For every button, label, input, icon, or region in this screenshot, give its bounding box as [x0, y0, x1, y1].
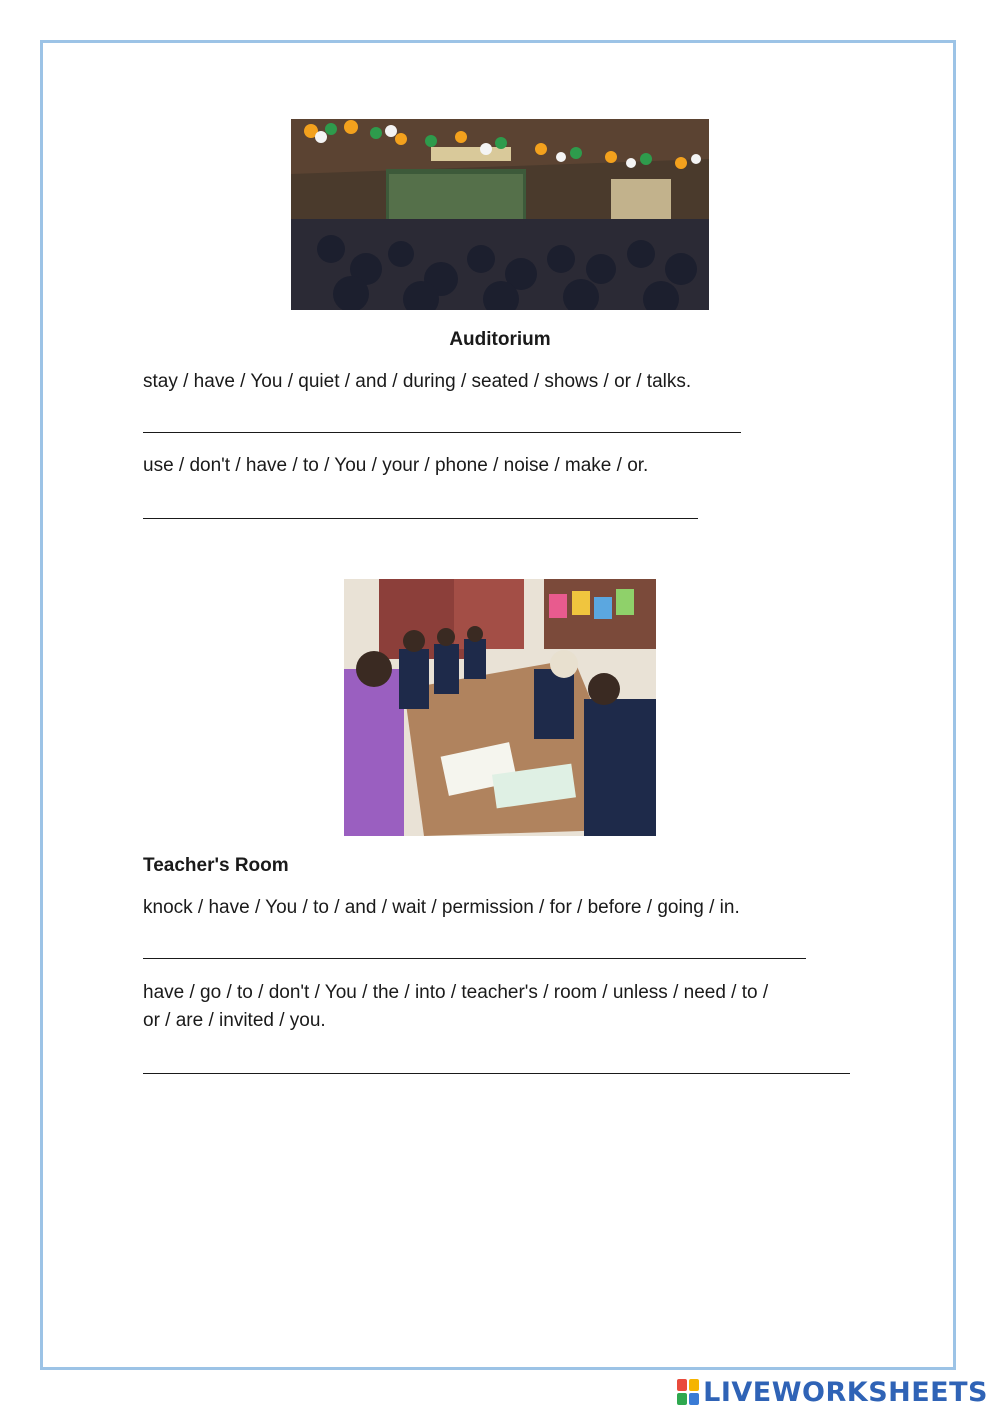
brand-name: LIVEWORKSHEETS: [703, 1376, 988, 1408]
sentence-prompt: have / go / to / don't / You / the / into / teacher's / room / unless / need / to /: [143, 982, 769, 1003]
sentence-prompt: use / don't / have / to / You / your / phone / noise / make / or.: [143, 455, 649, 476]
teachers-room-photo: [344, 579, 656, 836]
section-title-teachers-room: Teacher's Room: [143, 855, 289, 876]
answer-line[interactable]: [143, 1073, 850, 1074]
section-title-auditorium: Auditorium: [449, 329, 551, 350]
auditorium-photo: [291, 119, 709, 310]
liveworksheets-logo-icon: [677, 1379, 699, 1405]
sentence-prompt-continued: or / are / invited / you.: [143, 1010, 326, 1031]
answer-line[interactable]: [143, 958, 806, 959]
answer-line[interactable]: [143, 518, 698, 519]
sentence-prompt: stay / have / You / quiet / and / during / seated / shows / or / talks.: [143, 371, 692, 392]
answer-line[interactable]: [143, 432, 741, 433]
sentence-prompt: knock / have / You / to / and / wait / permission / for / before / going / in.: [143, 897, 740, 918]
liveworksheets-brand[interactable]: [677, 1376, 988, 1408]
